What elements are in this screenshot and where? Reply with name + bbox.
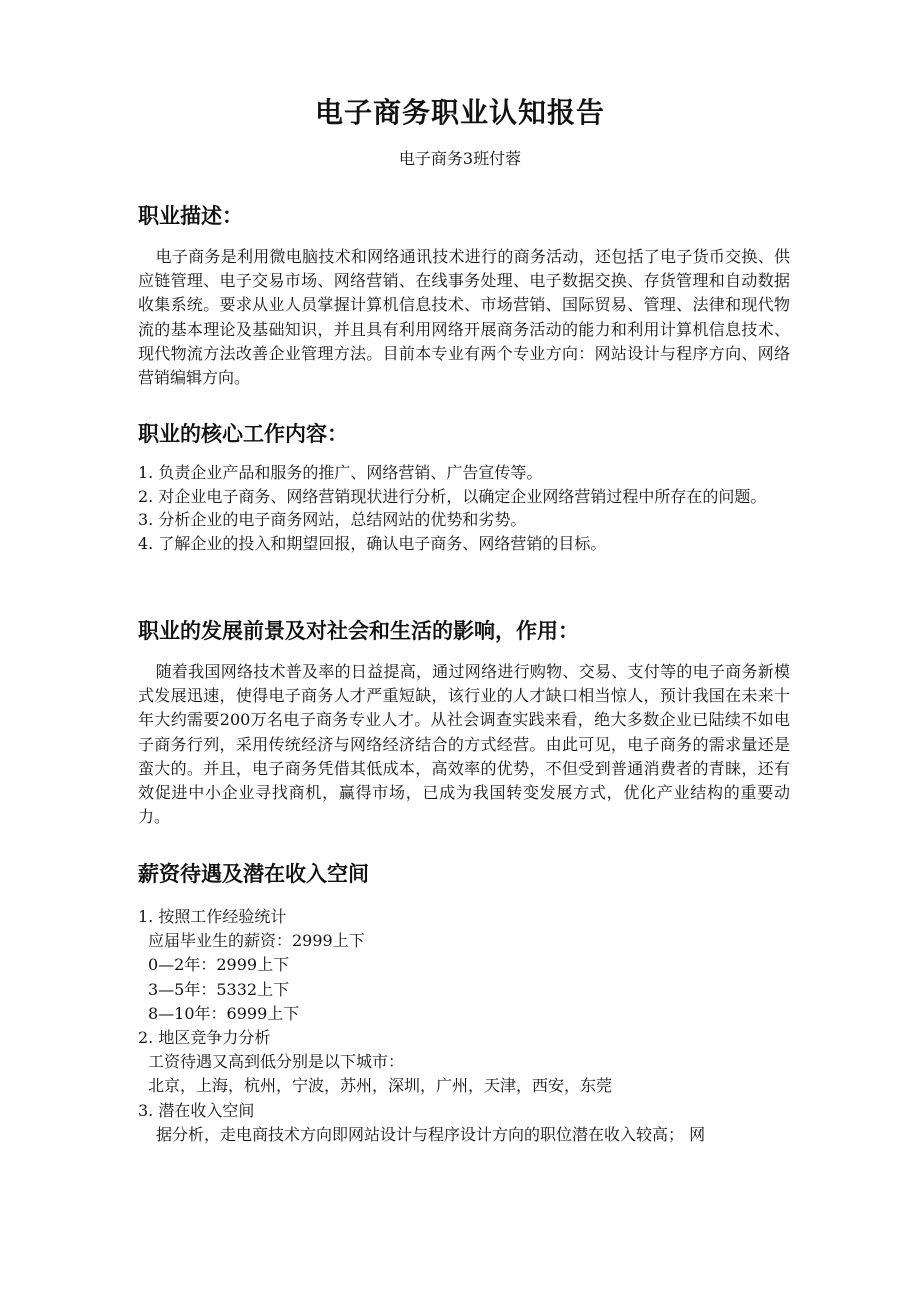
salary-row: 工资待遇又高到低分别是以下城市： [148, 1052, 405, 1072]
page-title: 电子商务职业认知报告 [314, 96, 605, 129]
section-heading-description: 职业描述： [138, 204, 243, 228]
author-line: 电子商务3班付蓉 [398, 149, 522, 168]
section-paragraph-prospects: 随着我国网络技术普及率的日益提高，通过网络进行购物、交易、支付等的电子商务新模式发展迅速，使得电子商务人才严重短缺，该行业的人才缺口相当惊人，预计我国在未来十年大约需要200万名电子商务专业人才。从社会调查实践来看，绝大多数企业已陆续不如电子商务行列，采用传统经济与网络经济结合的方式经营。由此可见，电子商务的需求量还是蛮大的。并且，电子商务凭借其低成本，高效率的优势，不但受到普通消费者的青睐，还有效促进中小企业寻找商机，赢得市场，已成为我国转变发展方式，优化产业结构的重要动力。 [138, 662, 790, 827]
section-heading-prospects: 职业的发展前景及对社会和生活的影响，作用： [138, 619, 579, 643]
salary-part-title: 1. 按照工作经验统计 [138, 907, 287, 926]
salary-details [138, 905, 798, 1147]
salary-row: 3—5年：5332上下 [148, 979, 290, 999]
list-item: 2. 对企业电子商务、网络营销现状进行分析，以确定企业网络营销过程中所存在的问题。 [138, 486, 767, 506]
section-paragraph-description: 电子商务是利用微电脑技术和网络通讯技术进行的商务活动，还包括了电子货币交换、供应链管理、电子交易市场、网络营销、在线事务处理、电子数据交换、存货管理和自动数据收集系统。要求从业人员掌握计算机信息技术、市场营销、国际贸易、管理、法律和现代物流的基本理论及基础知识，并且具有利用网络开展商务活动的能力和利用计算机信息技术、现代物流方法改善企业管理方法。目前本专业有两个专业方向：网站设计与程序方向、网络营销编辑方向。 [138, 247, 790, 388]
salary-row: 应届毕业生的薪资：2999上下 [148, 931, 365, 951]
list-item: 1. 负责企业产品和服务的推广、网络营销、广告宣传等。 [138, 463, 543, 482]
salary-part-title: 2. 地区竞争力分析 [138, 1028, 271, 1048]
salary-row: 0—2年：2999上下 [148, 955, 290, 975]
salary-row: 据分析，走电商技术方向即网站设计与程序设计方向的职位潜在收入较高； 网 [156, 1124, 706, 1144]
salary-row: 8—10年：6999上下 [148, 1003, 300, 1023]
salary-part-title: 3. 潜在收入空间 [138, 1100, 255, 1120]
salary-row: 北京，上海，杭州，宁波，苏州，深圳，广州，天津，西安，东莞 [148, 1076, 613, 1096]
list-item: 4. 了解企业的投入和期望回报，确认电子商务、网络营销的目标。 [138, 533, 607, 553]
section-heading-core-work: 职业的核心工作内容： [138, 422, 348, 446]
section-heading-salary: 薪资待遇及潜在收入空间 [138, 862, 369, 886]
core-work-list [138, 461, 790, 555]
list-item: 3. 分析企业的电子商务网站，总结网站的优势和劣势。 [138, 510, 527, 530]
